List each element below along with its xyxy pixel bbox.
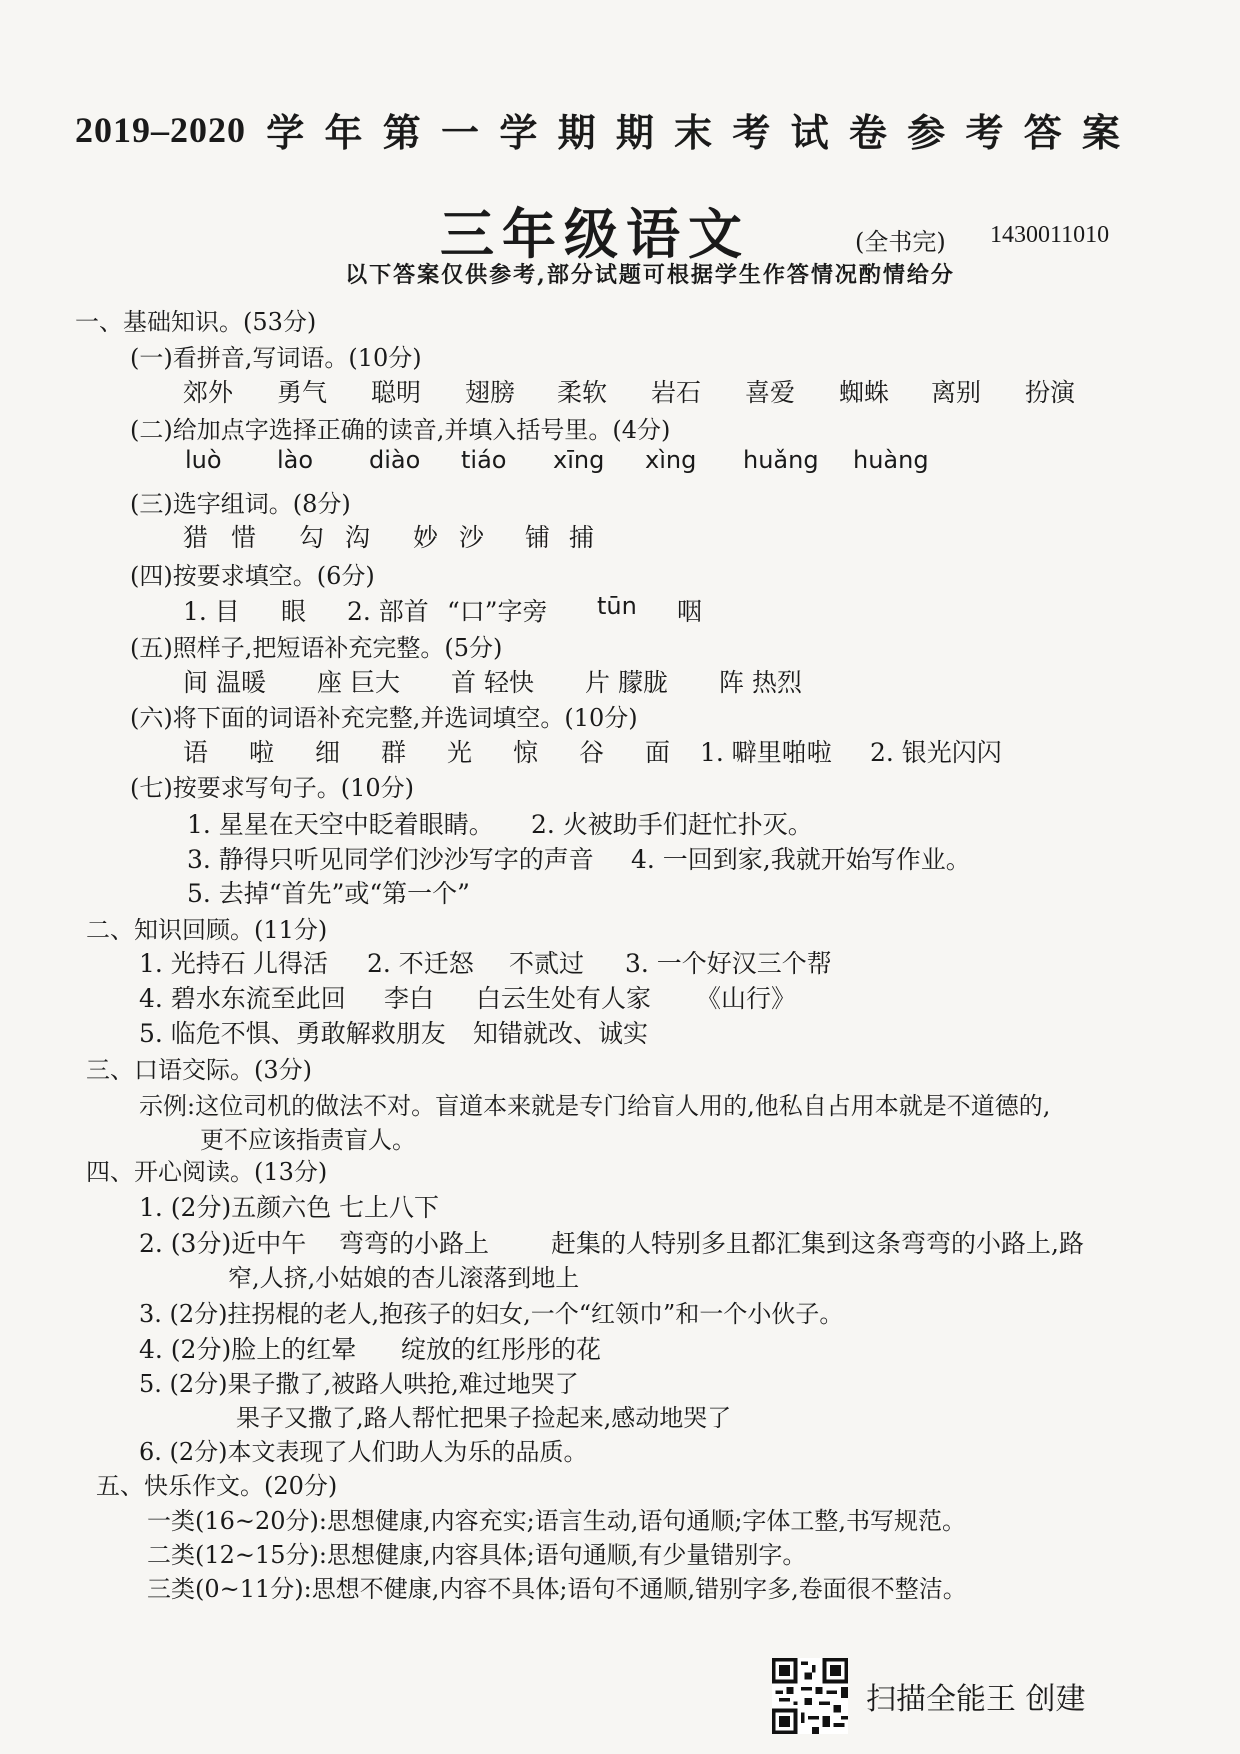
part-6-title: (六)将下面的词语补充完整,并选词填空。(10分) (130, 704, 638, 732)
qr-code-icon (772, 1658, 848, 1734)
answer-item: 2. 部首 (347, 597, 429, 626)
answer-item: 3. 一个好汉三个帮 (625, 949, 832, 978)
part-7-line (187, 805, 813, 841)
answer-word: 蜘蛛 (839, 378, 890, 407)
composition-criteria: 二类(12~15分):思想健康,内容具体;语句通顺,有少量错别字。 (147, 1541, 807, 1569)
answer-sentence: 4. 一回到家,我就开始写作业。 (631, 845, 971, 874)
answer-item: 七上八下 (339, 1193, 440, 1222)
part-1-answers (183, 373, 1075, 409)
reading-answer: 5. (2分)果子撒了,被路人哄抢,难过地哭了 (139, 1370, 579, 1398)
title-char: 一 (441, 110, 480, 155)
exam-header-title (75, 102, 1120, 157)
part-7-title: (七)按要求写句子。(10分) (130, 774, 414, 802)
answer-item: 2. 不迁怒 (367, 949, 474, 978)
answer-item: 《山行》 (696, 984, 797, 1013)
part-2-title: (二)给加点字选择正确的读音,并填入括号里。(4分) (130, 416, 671, 444)
reading-answer-cont: 果子又撒了,路人帮忙把果子捡起来,感动地哭了 (236, 1404, 732, 1432)
part-2-answers (185, 446, 929, 474)
answer-sentence: 5. 去掉“首先”或“第一个” (187, 879, 470, 908)
reading-answer: 3. (2分)拄拐棍的老人,抱孩子的妇女,一个“红领巾”和一个小伙子。 (139, 1300, 844, 1328)
title-char: 卷 (848, 110, 887, 155)
part-4-title: (四)按要求填空。(6分) (130, 562, 375, 590)
section-5-title: 五、快乐作文。(20分) (96, 1472, 338, 1500)
section-3-title: 三、口语交际。(3分) (86, 1056, 312, 1084)
answer-word: 翅膀 (465, 378, 516, 407)
section-1-title: 一、基础知识。(53分) (75, 308, 317, 336)
answer-word: 喜爱 (745, 378, 796, 407)
answer-char: 谷 (579, 738, 605, 767)
answer-pinyin: luò (185, 446, 222, 474)
part-4-answers (183, 592, 702, 628)
school-year: 2019–2020 (75, 109, 246, 150)
answer-phrase: 间 温暖 (183, 668, 266, 697)
answer-phrase: 座 巨大 (317, 668, 400, 697)
answer-item: 眼 (281, 597, 307, 626)
answer-pinyin: diào (369, 446, 421, 474)
answer-pinyin: huǎng (743, 446, 819, 474)
document-code: 1430011010 (990, 222, 1110, 248)
answer-char: 捕 (569, 523, 595, 552)
answer-word: 郊外 (183, 378, 234, 407)
part-3-answers (183, 518, 594, 554)
answer-sentence: 1. 星星在天空中眨着眼睛。 (187, 810, 494, 839)
answer-char: 惊 (513, 738, 539, 767)
answer-item: 4. (2分)脸上的红晕 (139, 1335, 357, 1364)
answer-word: 岩石 (651, 378, 702, 407)
part-7-line (187, 840, 971, 876)
answer-char: 妙 (413, 523, 439, 552)
answer-char: 惜 (231, 523, 257, 552)
title-char: 末 (674, 110, 713, 155)
answer-sentence: 3. 静得只听见同学们沙沙写字的声音 (187, 845, 594, 874)
answer-char: 群 (381, 738, 407, 767)
answer-char: 啦 (249, 738, 275, 767)
reading-answer: 6. (2分)本文表现了人们助人为乐的品质。 (139, 1438, 588, 1466)
reading-answer (139, 1330, 601, 1366)
title-char: 学 (266, 110, 305, 155)
part-5-title: (五)照样子,把短语补充完整。(5分) (130, 634, 503, 662)
answer-fill: 2. 银光闪闪 (870, 738, 1002, 767)
answer-pinyin: huàng (853, 446, 929, 474)
answer-item: tūn (597, 592, 637, 620)
title-char: 考 (732, 110, 771, 155)
title-char: 学 (499, 110, 538, 155)
title-char: 答 (1023, 110, 1062, 155)
answer-word: 扮演 (1025, 378, 1076, 407)
section-2-line (139, 944, 832, 980)
answer-item: 5. 临危不惧、勇敢解救朋友 (139, 1019, 446, 1048)
answer-char: 沟 (345, 523, 371, 552)
scanner-watermark: 扫描全能王 创建 (866, 1682, 1086, 1717)
section-2-line (139, 979, 796, 1015)
answer-phrase: 片 朦胧 (585, 668, 668, 697)
part-1-title: (一)看拼音,写词语。(10分) (130, 344, 422, 372)
answer-item: 赶集的人特别多且都汇集到这条弯弯的小路上,路 (551, 1229, 1084, 1258)
answer-word: 聪明 (371, 378, 422, 407)
answer-item: 咽 (677, 597, 703, 626)
reading-answer-cont: 窄,人挤,小姑娘的杏儿滚落到地上 (228, 1264, 580, 1292)
part-3-title: (三)选字组词。(8分) (130, 490, 351, 518)
answer-item: 1. 目 (183, 597, 240, 626)
answer-char: 面 (645, 738, 671, 767)
part-6-answers (183, 733, 1002, 769)
answer-item: 1. 光持石 (139, 949, 246, 978)
complete-note: (全书完) (855, 228, 946, 256)
title-char: 考 (965, 110, 1004, 155)
answer-char: 猎 (183, 523, 209, 552)
composition-criteria: 一类(16~20分):思想健康,内容充实;语言生动,语句通顺;字体工整,书写规范。 (147, 1507, 967, 1535)
section-3-answer-cont: 更不应该指责盲人。 (200, 1126, 416, 1154)
composition-criteria: 三类(0~11分):思想不健康,内容不具体;语句不通顺,错别字多,卷面很不整洁。 (147, 1575, 967, 1603)
answer-item: 白云生处有人家 (476, 984, 652, 1013)
title-char: 第 (382, 110, 421, 155)
title-char: 期 (615, 110, 654, 155)
answer-pinyin: tiáo (461, 446, 507, 474)
part-5-answers (183, 663, 802, 699)
answer-pinyin: lào (277, 446, 314, 474)
title-char: 期 (557, 110, 596, 155)
subject-row (0, 192, 1240, 266)
section-2-title: 二、知识回顾。(11分) (86, 916, 328, 944)
answer-item: “口”字旁 (447, 597, 548, 626)
reading-answer (139, 1224, 1084, 1260)
answer-fill: 1. 噼里啪啦 (700, 738, 832, 767)
answer-item: 不贰过 (509, 949, 585, 978)
answer-phrase: 阵 热烈 (719, 668, 802, 697)
answer-char: 光 (447, 738, 473, 767)
section-2-line (139, 1014, 648, 1050)
answer-char: 细 (315, 738, 341, 767)
answer-word: 勇气 (277, 378, 328, 407)
answer-pinyin: xīng (553, 446, 605, 474)
answer-phrase: 首 轻快 (451, 668, 534, 697)
section-3-answer: 示例:这位司机的做法不对。盲道本来就是专门给盲人用的,他私自占用本就是不道德的, (139, 1092, 1051, 1120)
answer-item: 儿得活 (253, 949, 329, 978)
scoring-notice: 以下答案仅供参考,部分试题可根据学生作答情况酌情给分 (345, 262, 955, 288)
title-char: 年 (324, 110, 363, 155)
answer-char: 语 (183, 738, 209, 767)
answer-word: 柔软 (557, 378, 608, 407)
answer-item: 4. 碧水东流至此回 (139, 984, 346, 1013)
answer-char: 沙 (459, 523, 485, 552)
answer-sentence: 2. 火被助手们赶忙扑灭。 (531, 810, 813, 839)
answer-item: 绽放的红彤彤的花 (401, 1335, 602, 1364)
answer-item: 李白 (384, 984, 435, 1013)
section-4-title: 四、开心阅读。(13分) (86, 1158, 328, 1186)
answer-item: 2. (3分)近中午 (139, 1229, 307, 1258)
part-7-line (187, 874, 470, 910)
reading-answer (139, 1188, 439, 1224)
title-char: 试 (790, 110, 829, 155)
answer-item: 弯弯的小路上 (339, 1229, 490, 1258)
answer-item: 1. (2分)五颜六色 (139, 1193, 332, 1222)
subject-title: 三年级语文 (440, 203, 750, 266)
answer-char: 铺 (525, 523, 551, 552)
answer-char: 勾 (299, 523, 325, 552)
answer-word: 离别 (931, 378, 982, 407)
answer-item: 知错就改、诚实 (473, 1019, 649, 1048)
title-char: 参 (907, 110, 946, 155)
title-char: 案 (1081, 110, 1120, 155)
answer-pinyin: xìng (645, 446, 697, 474)
